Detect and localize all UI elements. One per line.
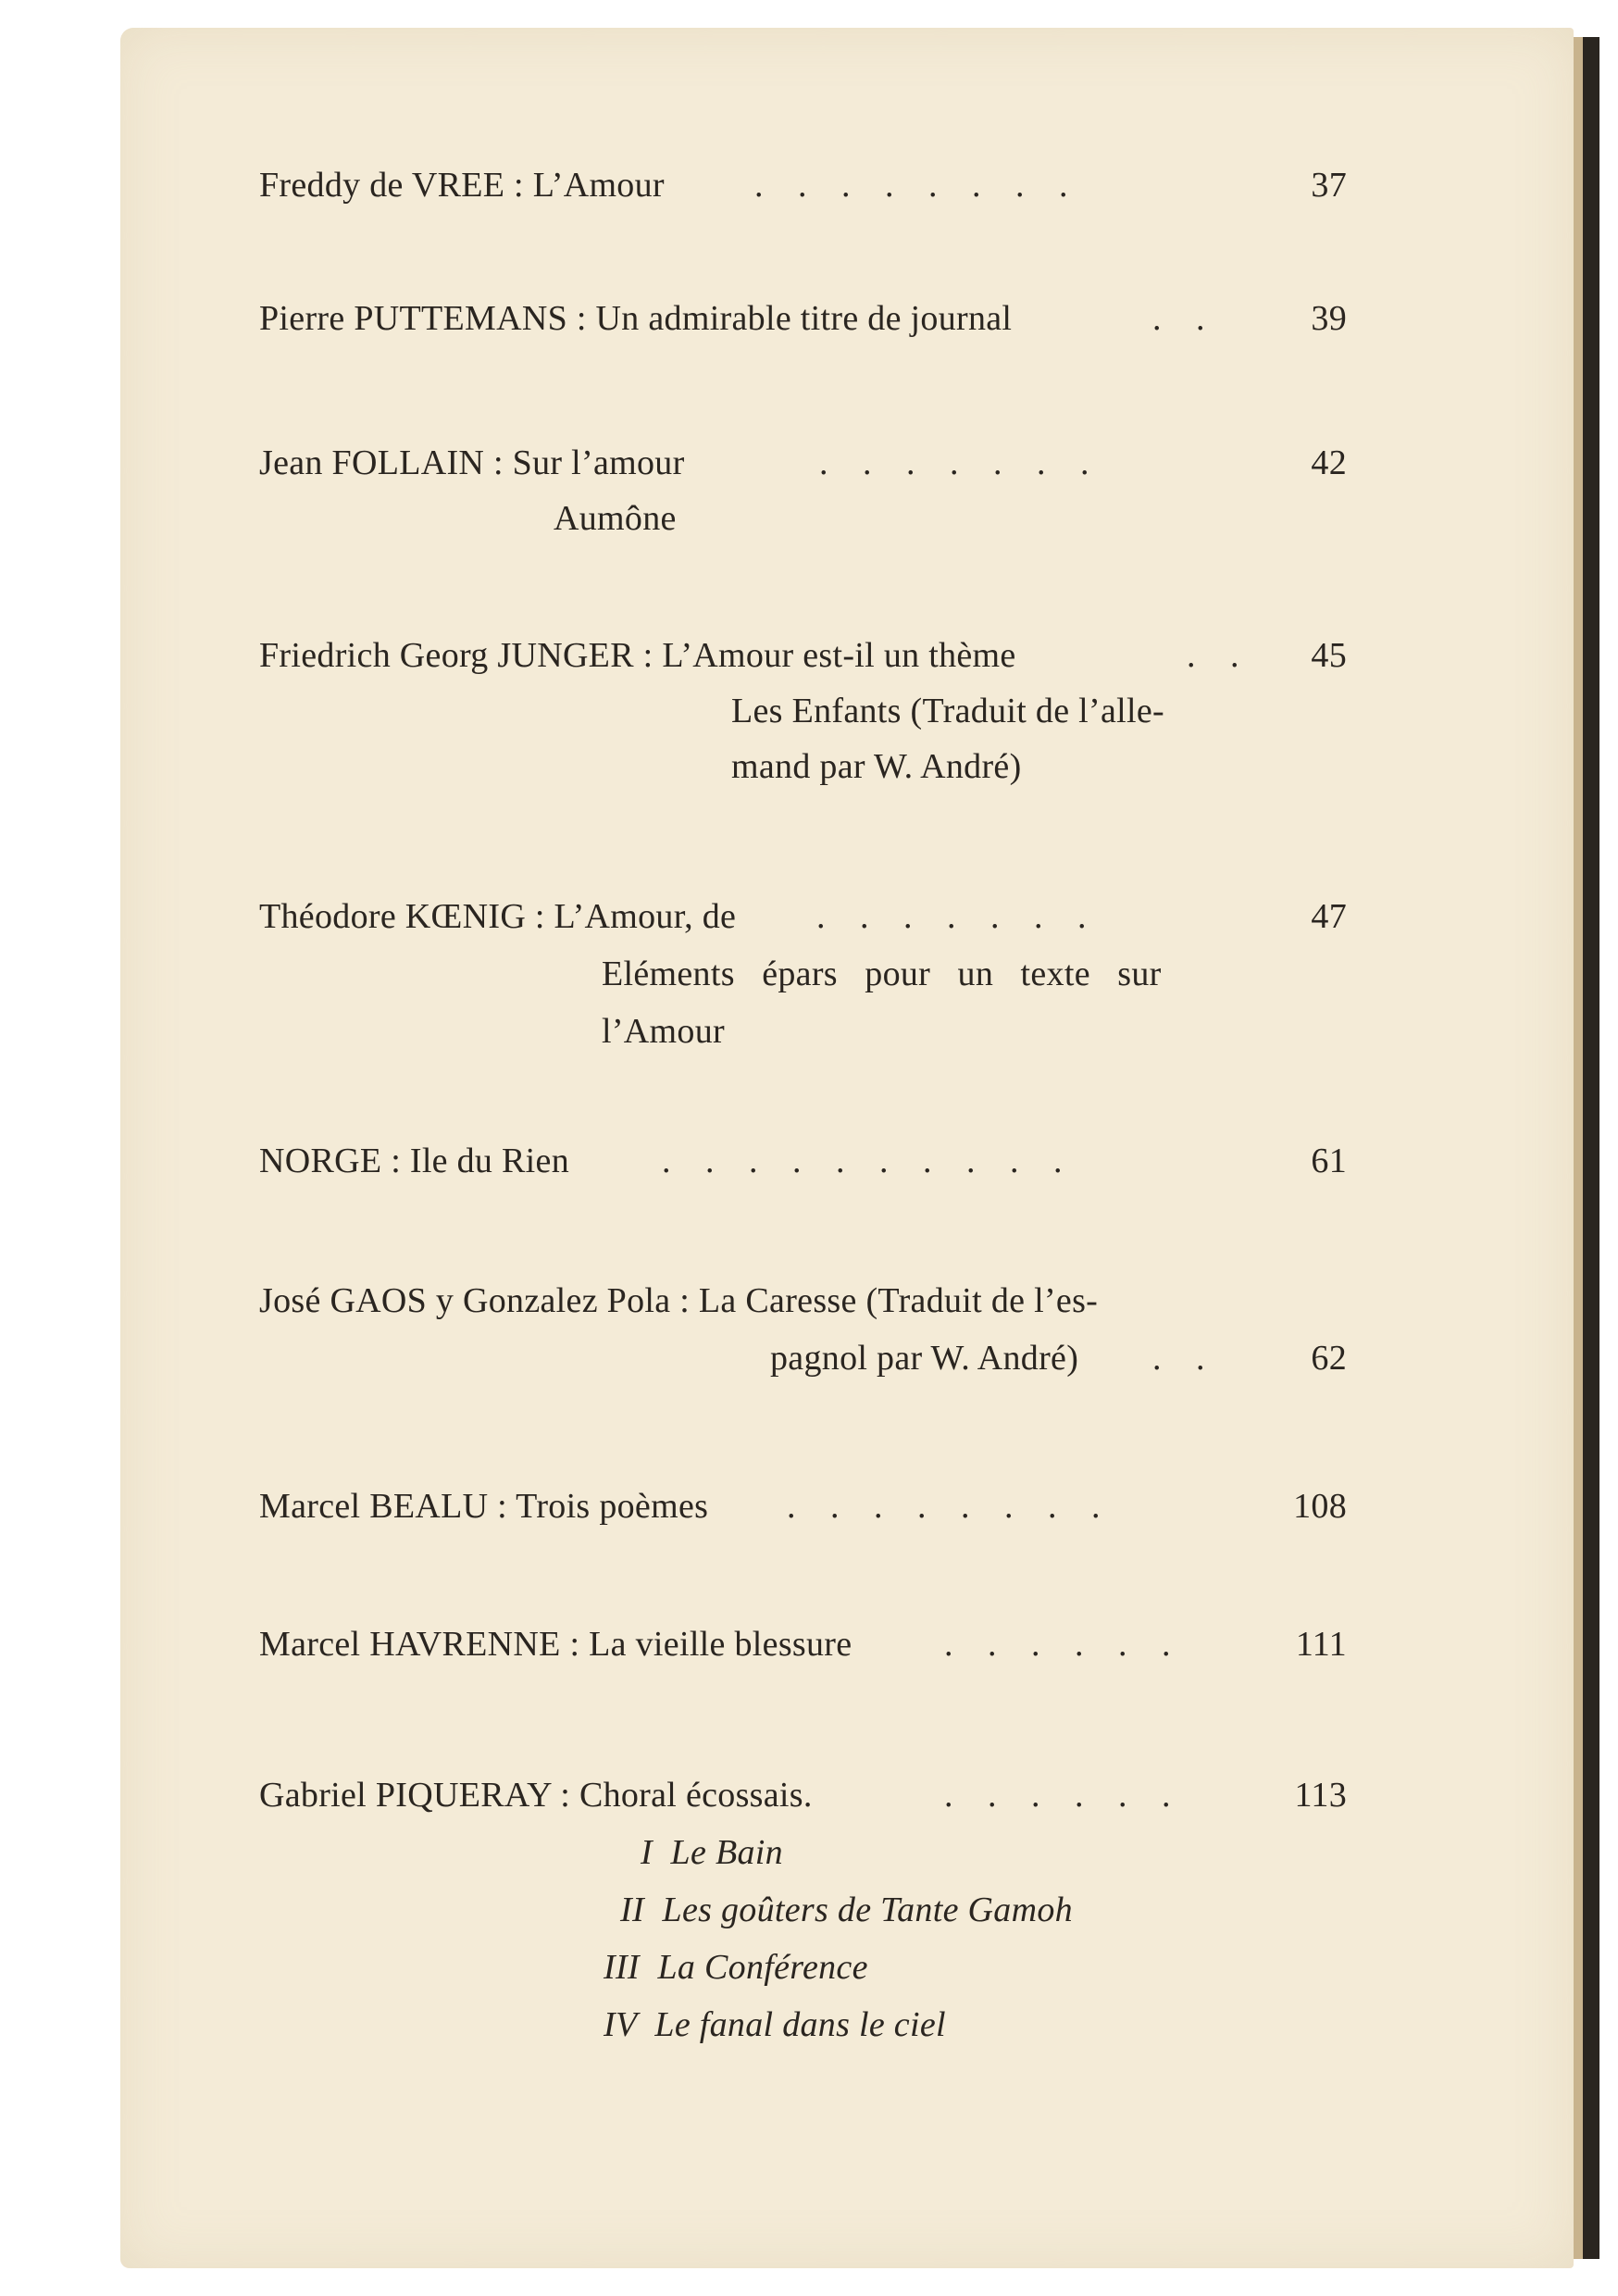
toc-entry-line — [259, 1486, 708, 1527]
toc-leader-dots: . . . . . . . — [819, 443, 1102, 482]
toc-separator: : — [670, 1281, 699, 1320]
toc-entry-line — [259, 1775, 813, 1816]
toc-page-number: 39 — [1311, 299, 1347, 338]
toc-entry-line — [259, 443, 685, 483]
toc-title: L’Amour, de — [554, 897, 737, 936]
toc-leader-dots: . . . . . . . . — [754, 166, 1081, 205]
toc-title-continuation: mand par W. André) — [731, 747, 1022, 786]
toc-entry-line — [259, 1141, 569, 1181]
toc-author: José GAOS y Gonzalez Pola — [259, 1281, 671, 1320]
toc-title: Ile du Rien — [409, 1142, 570, 1180]
toc-sub-item: II Les goûters de Tante Gamoh — [620, 1890, 1073, 1929]
toc-author: Friedrich Georg JUNGER — [259, 636, 634, 675]
toc-title: La Caresse (Traduit de l’es- — [698, 1281, 1099, 1320]
toc-sub-item: I Le Bain — [641, 1833, 783, 1872]
toc-entry-line — [259, 896, 736, 937]
toc-title: Un admirable titre de journal — [595, 299, 1013, 338]
toc-sub-item: III La Conférence — [604, 1948, 868, 1987]
toc-title-continuation: Eléments épars pour un texte sur — [602, 955, 1162, 993]
toc-page-number: 108 — [1293, 1487, 1347, 1526]
toc-author: Pierre PUTTEMANS — [259, 299, 568, 338]
toc-title: L’Amour est-il un thème — [662, 636, 1016, 675]
toc-separator: : — [526, 897, 554, 936]
toc-page-number: 111 — [1295, 1625, 1347, 1664]
toc-separator: : — [484, 443, 513, 482]
toc-leader-dots: . . — [1152, 299, 1218, 338]
toc-page-number: 47 — [1311, 897, 1347, 936]
toc-title-continuation-text: pagnol par W. André) — [770, 1339, 1079, 1378]
toc-title-continuation: Aumône — [554, 499, 677, 538]
toc-page-number: 61 — [1311, 1142, 1347, 1180]
toc-title: Sur l’amour — [512, 443, 685, 482]
toc-author: Théodore KŒNIG — [259, 897, 527, 936]
toc-entry-line — [259, 165, 665, 206]
toc-title: Choral écossais. — [579, 1776, 813, 1815]
toc-author: Freddy de VREE — [259, 166, 505, 205]
toc-separator: : — [551, 1776, 579, 1815]
toc-author: Marcel HAVRENNE — [259, 1625, 561, 1664]
toc-entry-line — [259, 1624, 852, 1665]
toc-title-continuation: l’Amour — [602, 1012, 725, 1051]
toc-leader-dots: . . . . . . . . . . — [662, 1142, 1076, 1180]
toc-separator: : — [560, 1625, 590, 1664]
toc-title-continuation: Les Enfants (Traduit de l’alle- — [731, 692, 1164, 730]
toc-separator: : — [488, 1487, 517, 1526]
toc-author: Jean FOLLAIN — [259, 443, 485, 482]
toc-entry-line — [259, 635, 1016, 676]
toc-leader-dots: . . . . . . — [944, 1625, 1184, 1664]
page-shadow — [1583, 37, 1599, 2259]
page-edge — [1574, 37, 1583, 2259]
toc-author: Gabriel PIQUERAY — [259, 1776, 552, 1815]
toc-leader-dots: . . . . . . . — [816, 897, 1100, 936]
toc-sub-item: IV Le fanal dans le ciel — [604, 2005, 946, 2044]
toc-entry-line — [259, 298, 1012, 339]
toc-leader-dots: . . — [1152, 1339, 1218, 1378]
toc-page-number: 62 — [1311, 1339, 1347, 1378]
toc-author: NORGE — [259, 1142, 382, 1180]
toc-title-continuation — [770, 1338, 1078, 1379]
toc-leader-dots: . . . . . . . . — [787, 1487, 1114, 1526]
toc-author: Marcel BEALU — [259, 1487, 489, 1526]
toc-title: La vieille blessure — [589, 1625, 853, 1664]
toc-leader-dots: . . . . . . — [944, 1776, 1184, 1815]
toc-separator: : — [381, 1142, 410, 1180]
toc-page-number: 113 — [1294, 1776, 1347, 1815]
toc-leader-dots: . . — [1187, 636, 1252, 675]
toc-title: Trois poèmes — [516, 1487, 709, 1526]
toc-page-number: 37 — [1311, 166, 1347, 205]
toc-page-number: 45 — [1311, 636, 1347, 675]
toc-entry-line — [259, 1280, 1098, 1321]
toc-separator: : — [504, 166, 533, 205]
toc-separator: : — [567, 299, 596, 338]
toc-page-number: 42 — [1311, 443, 1347, 482]
toc-title: L’Amour — [532, 166, 665, 205]
toc-separator: : — [633, 636, 663, 675]
